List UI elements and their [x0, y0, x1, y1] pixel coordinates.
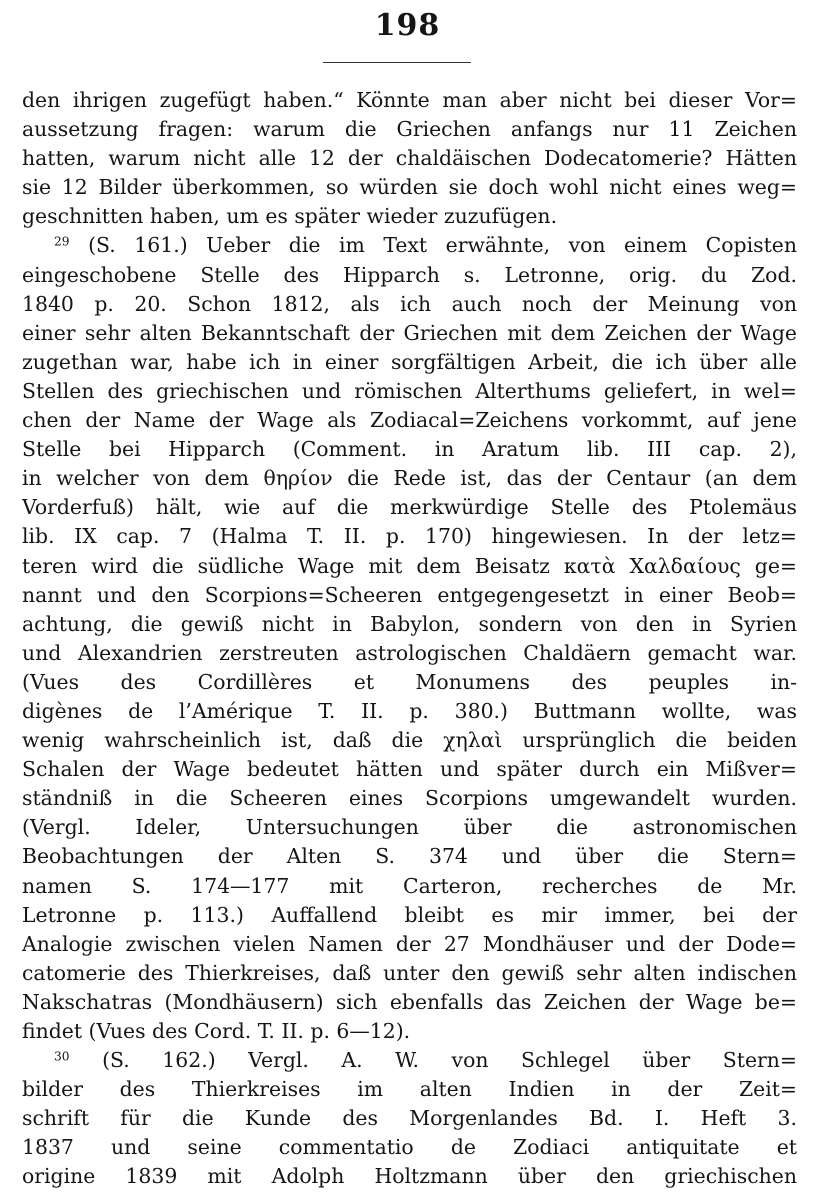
text-line: [22, 115, 797, 144]
text-line-content: nannt und den Scorpions=Scheeren entgegengesetzt in einer Beob=: [22, 582, 797, 607]
text-line: [22, 1162, 797, 1191]
text-line: [22, 348, 797, 377]
text-line: [22, 202, 797, 231]
text-line-content: Schalen der Wage bedeutet hätten und später durch ein Mißver=: [22, 757, 797, 782]
text-line: [22, 872, 797, 901]
text-line: [22, 144, 797, 173]
text-line-content: (Vues des Cordillères et Monumens des peuples in-: [22, 669, 797, 694]
text-line-content: aussetzung fragen: warum die Griechen anfangs nur 11 Zeichen: [22, 117, 797, 142]
text-line-content: in welcher von dem θηρίον die Rede ist, das der Centaur (an dem: [22, 466, 797, 491]
text-line: [22, 1075, 797, 1104]
text-line-content: (Vergl. Ideler, Untersuchungen über die astronomischen: [22, 815, 797, 840]
text-line: [22, 86, 797, 115]
text-line-content: Analogie zwischen vielen Namen der 27 Mondhäuser und der Dode=: [22, 931, 797, 956]
text-line: [22, 1104, 797, 1133]
footnote-text-block: [22, 86, 797, 1192]
text-line-content: achtung, die gewiß nicht in Babylon, sondern von den in Syrien: [22, 611, 797, 636]
text-line: [22, 231, 797, 260]
header-rule: [323, 62, 471, 63]
text-line-content: catomerie des Thierkreises, daß unter den gewiß sehr alten indischen: [22, 960, 797, 985]
text-line-content: chen der Name der Wage als Zodiacal=Zeichens vorkommt, auf jene: [22, 408, 797, 433]
text-line: [22, 1046, 797, 1075]
text-line: [22, 1133, 797, 1162]
text-line-content: Stelle bei Hipparch (Comment. in Aratum lib. III cap. 2),: [22, 437, 797, 462]
text-line: [22, 784, 797, 813]
footnote-number: 30: [54, 1049, 70, 1064]
text-line-content: Stellen des griechischen und römischen Alterthums geliefert, in wel=: [22, 378, 797, 403]
text-line: [22, 813, 797, 842]
text-line-content: bilder des Thierkreises im alten Indien in der Zeit=: [22, 1077, 797, 1102]
text-line-content: und Alexandrien zerstreuten astrologischen Chaldäern gemacht war.: [22, 640, 797, 665]
text-line-content: geschnitten haben, um es später wieder zuzufügen.: [22, 204, 558, 229]
text-line-content: sie 12 Bilder überkommen, so würden sie doch wohl nicht eines weg=: [22, 175, 797, 200]
text-line-content: (S. 162.) Vergl. A. W. von Schlegel über Stern=: [69, 1048, 797, 1073]
text-line-content: einer sehr alten Bekanntschaft der Griechen mit dem Zeichen der Wage: [22, 320, 797, 345]
text-line-content: 1840 p. 20. Schon 1812, als ich auch noch der Meinung von: [22, 291, 797, 316]
text-line: [22, 377, 797, 406]
text-line-content: namen S. 174—177 mit Carteron, recherches de Mr.: [22, 873, 797, 898]
text-line: [22, 726, 797, 755]
text-line: [22, 697, 797, 726]
text-line-content: lib. IX cap. 7 (Halma T. II. p. 170) hingewiesen. In der letz=: [22, 524, 797, 549]
text-line-content: zugethan war, habe ich in einer sorgfältigen Arbeit, die ich über alle: [22, 349, 797, 374]
text-line: [22, 552, 797, 581]
text-line-content: Vorderfuß) hält, wie auf die merkwürdige Stelle des Ptolemäus: [22, 495, 797, 520]
text-line: [22, 639, 797, 668]
text-line: [22, 435, 797, 464]
text-line: [22, 464, 797, 493]
text-line-content: Nakschatras (Mondhäusern) sich ebenfalls das Zeichen der Wage be=: [22, 989, 797, 1014]
text-line-content: 1837 und seine commentatio de Zodiaci antiquitate et: [22, 1135, 797, 1160]
page-number: 198: [374, 8, 441, 43]
text-line-content: findet (Vues des Cord. T. II. p. 6—12).: [22, 1019, 411, 1043]
text-line-content: wenig wahrscheinlich ist, daß die χηλαὶ ursprünglich die beiden: [22, 728, 797, 753]
text-line-content: teren wird die südliche Wage mit dem Beisatz κατὰ Χαλδαίους ge=: [22, 553, 797, 578]
text-line-content: digènes de l’Amérique T. II. p. 380.) Buttmann wollte, was: [22, 698, 797, 723]
text-line: [22, 930, 797, 959]
text-line-content: hatten, warum nicht alle 12 der chaldäischen Dodecatomerie? Hätten: [22, 146, 797, 171]
text-line: [22, 261, 797, 290]
text-line: [22, 406, 797, 435]
text-line-content: origine 1839 mit Adolph Holtzmann über den griechischen: [22, 1164, 797, 1189]
text-line: [22, 610, 797, 639]
text-line-content: schrift für die Kunde des Morgenlandes Bd. I. Heft 3.: [22, 1106, 797, 1131]
text-line: [22, 1017, 797, 1046]
text-line: [22, 668, 797, 697]
text-line: [22, 959, 797, 988]
text-line: [22, 522, 797, 551]
text-line: [22, 581, 797, 610]
text-line-content: (S. 161.) Ueber die im Text erwähnte, von einem Copisten: [69, 233, 797, 258]
text-line-content: den ihrigen zugefügt haben.“ Könnte man aber nicht bei dieser Vor=: [22, 88, 797, 112]
text-line: [22, 290, 797, 319]
text-line: [22, 173, 797, 202]
text-line: [22, 493, 797, 522]
footnote-number: 29: [54, 234, 70, 249]
text-line: [22, 988, 797, 1017]
text-line-content: ständniß in die Scheeren eines Scorpions umgewandelt wurden.: [22, 786, 797, 811]
text-line-content: eingeschobene Stelle des Hipparch s. Letronne, orig. du Zod.: [22, 262, 797, 287]
text-line: [22, 319, 797, 348]
text-line-content: Beobachtungen der Alten S. 374 und über die Stern=: [22, 844, 797, 869]
text-line: [22, 755, 797, 784]
text-line: [22, 842, 797, 871]
text-line: [22, 901, 797, 930]
text-line-content: Letronne p. 113.) Auffallend bleibt es mir immer, bei der: [22, 902, 797, 927]
